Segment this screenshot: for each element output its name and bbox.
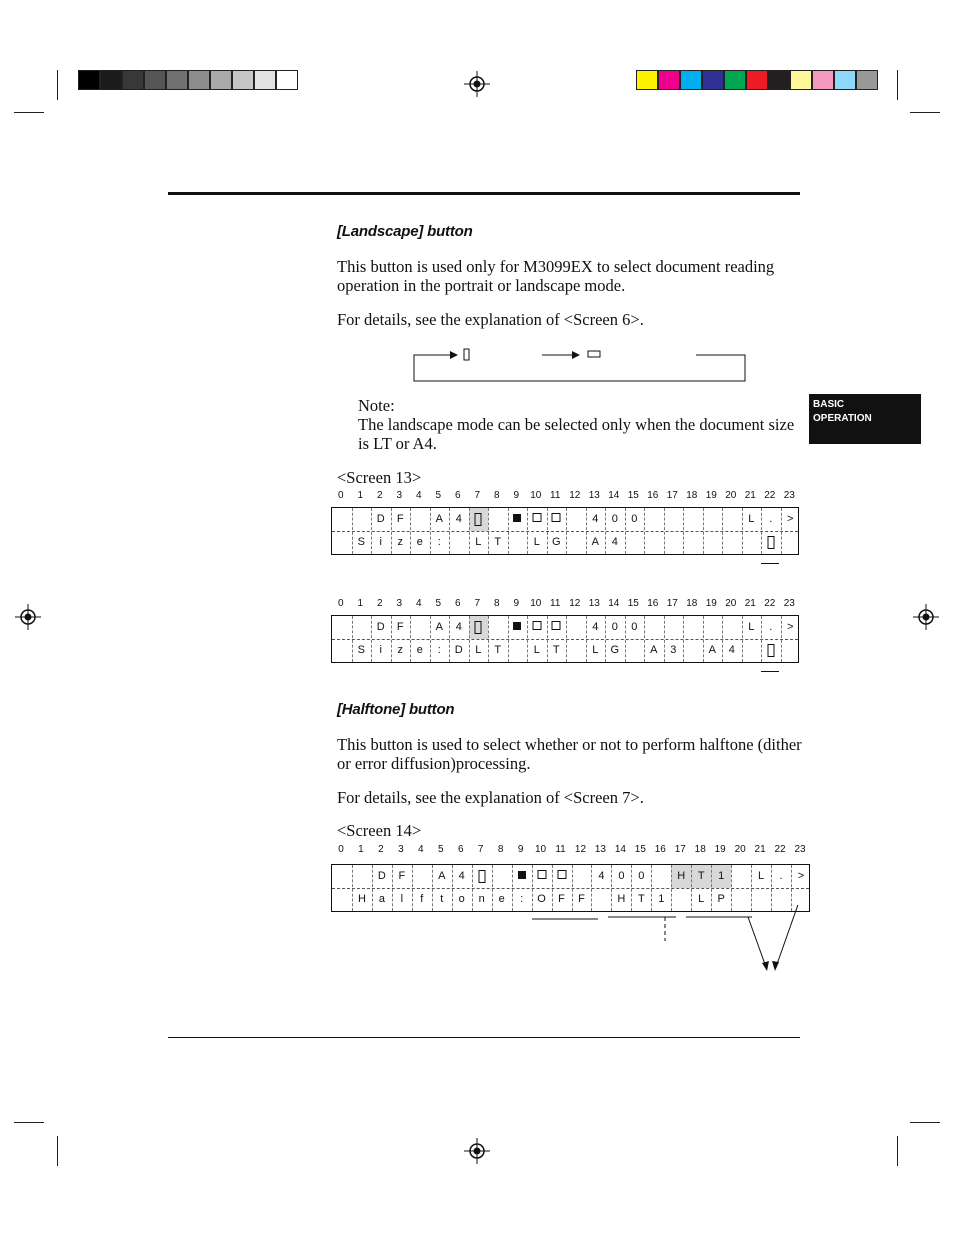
column-number: 3 xyxy=(396,598,403,609)
lcd-character: 1 xyxy=(718,870,725,882)
halftone-details-ref: For details, see the explanation of <Screen 7>. xyxy=(337,788,644,807)
column-number: 4 xyxy=(415,598,422,609)
column-number: 16 xyxy=(647,490,659,501)
lcd-character: L xyxy=(533,536,540,548)
note-label: Note: xyxy=(358,396,395,415)
lcd-character: A xyxy=(650,644,658,656)
lcd-character: T xyxy=(552,644,560,656)
column-number: 7 xyxy=(474,490,481,501)
lcd-character: F xyxy=(558,893,565,905)
lcd-character: 0 xyxy=(638,870,645,882)
halftone-heading: [Halftone] button xyxy=(337,701,455,718)
halftone-description: This button is used to select whether or not to perform halftone (dither or error diffusion)processing. xyxy=(337,735,802,773)
lcd-character: A xyxy=(708,644,716,656)
calibration-swatch xyxy=(210,70,232,90)
column-number: 14 xyxy=(608,598,620,609)
column-number: 15 xyxy=(627,598,639,609)
calibration-swatch xyxy=(834,70,856,90)
lcd-character: H xyxy=(357,893,366,905)
column-number: 0 xyxy=(338,844,344,855)
lcd-character: z xyxy=(397,536,403,548)
column-number: 18 xyxy=(694,844,706,855)
calibration-swatch xyxy=(746,70,768,90)
calibration-swatch xyxy=(636,70,658,90)
lcd-character: z xyxy=(397,644,403,656)
column-number: 9 xyxy=(513,598,520,609)
column-number: 21 xyxy=(754,844,766,855)
lcd-character: T xyxy=(494,644,502,656)
lcd-character: D xyxy=(454,644,463,656)
calibration-swatch xyxy=(144,70,166,90)
orientation-cycle-diagram xyxy=(410,344,750,384)
cursor-icon xyxy=(767,536,774,549)
landscape-heading: [Landscape] button xyxy=(337,223,473,240)
lcd-character: : xyxy=(437,536,441,548)
column-number: 19 xyxy=(705,598,717,609)
column-number: 15 xyxy=(627,490,639,501)
lcd-character: F xyxy=(396,513,404,525)
column-number: 22 xyxy=(764,598,776,609)
lcd-character: i xyxy=(379,536,382,548)
column-number: 19 xyxy=(714,844,726,855)
lcd-character: 0 xyxy=(618,870,625,882)
lcd-character: P xyxy=(717,893,725,905)
column-number: 5 xyxy=(435,598,442,609)
footer-rule xyxy=(168,1037,800,1038)
screen14-label: <Screen 14> xyxy=(337,821,422,840)
column-number: 8 xyxy=(493,598,500,609)
column-number: 3 xyxy=(398,844,404,855)
column-number: 13 xyxy=(588,490,600,501)
lcd-character: e xyxy=(416,644,423,656)
lcd-character: T xyxy=(494,536,502,548)
lcd-character: T xyxy=(637,893,645,905)
calibration-swatch xyxy=(276,70,298,90)
calibration-swatch xyxy=(122,70,144,90)
lcd-character: 4 xyxy=(455,513,462,525)
column-number: 22 xyxy=(774,844,786,855)
lcd-character: 4 xyxy=(592,513,599,525)
cursor-icon xyxy=(767,644,774,657)
column-number: 9 xyxy=(517,844,524,855)
column-number: 0 xyxy=(337,490,344,501)
lcd-character: 1 xyxy=(658,893,665,905)
lcd-character: > xyxy=(787,513,794,525)
lcd-character: A xyxy=(591,536,599,548)
column-number: 21 xyxy=(744,598,756,609)
empty-square-icon xyxy=(537,870,546,882)
empty-square-icon xyxy=(557,870,566,882)
column-number: 13 xyxy=(588,598,600,609)
lcd-character: L xyxy=(475,536,482,548)
lcd-character: l xyxy=(400,893,404,905)
calibration-swatch xyxy=(790,70,812,90)
registration-mark-icon xyxy=(913,604,939,630)
lcd-grid xyxy=(331,507,799,555)
column-number: 14 xyxy=(608,490,620,501)
column-number: 10 xyxy=(530,490,542,501)
lcd-character: 4 xyxy=(455,621,462,633)
column-number: 23 xyxy=(783,598,795,609)
lcd-character: 4 xyxy=(728,644,735,656)
column-number: 6 xyxy=(454,598,461,609)
lcd-character: 0 xyxy=(611,513,618,525)
lcd-character: S xyxy=(357,536,365,548)
calibration-swatch xyxy=(768,70,790,90)
screen14-callouts xyxy=(520,905,820,975)
lcd-character: S xyxy=(357,644,365,656)
column-number: 20 xyxy=(734,844,746,855)
lcd-character: 4 xyxy=(598,870,605,882)
lcd-character: i xyxy=(379,644,382,656)
lcd-character: 4 xyxy=(611,536,618,548)
header-rule xyxy=(168,192,800,195)
crop-mark xyxy=(14,1122,44,1123)
calibration-swatch xyxy=(702,70,724,90)
filled-square-icon xyxy=(513,513,521,525)
column-number: 12 xyxy=(569,490,581,501)
lcd-character: 4 xyxy=(458,870,465,882)
lcd-character: . xyxy=(769,621,773,633)
crop-mark xyxy=(910,112,940,113)
empty-square-icon xyxy=(532,513,541,525)
lcd-character: A xyxy=(435,513,443,525)
column-number: 1 xyxy=(358,844,364,855)
crop-mark xyxy=(910,1122,940,1123)
filled-square-icon xyxy=(518,870,526,882)
column-number: 14 xyxy=(614,844,626,855)
column-number: 4 xyxy=(415,490,422,501)
calibration-swatch xyxy=(254,70,276,90)
lcd-character: T xyxy=(697,870,705,882)
section-tab xyxy=(809,394,921,444)
note-text: The landscape mode can be selected only when the document size is LT or A4. xyxy=(358,415,795,453)
empty-square-icon xyxy=(552,621,561,633)
column-number: 13 xyxy=(594,844,606,855)
column-number: 7 xyxy=(474,598,481,609)
column-number: 20 xyxy=(725,598,737,609)
lcd-character: : xyxy=(520,893,524,905)
lcd-character: 0 xyxy=(611,621,618,633)
lcd-character: 3 xyxy=(670,644,677,656)
column-number: 10 xyxy=(535,844,547,855)
crop-mark xyxy=(57,1136,58,1166)
lcd-character: . xyxy=(769,513,773,525)
lcd-character: L xyxy=(698,893,705,905)
lcd-character: L xyxy=(475,644,482,656)
column-number: 17 xyxy=(674,844,686,855)
lcd-character: 4 xyxy=(592,621,599,633)
calibration-swatch xyxy=(78,70,100,90)
lcd-character: H xyxy=(677,870,686,882)
column-number: 6 xyxy=(454,490,461,501)
column-number: 23 xyxy=(783,490,795,501)
crop-mark xyxy=(57,70,58,100)
column-number: 8 xyxy=(497,844,504,855)
calibration-swatch xyxy=(812,70,834,90)
cursor-underline xyxy=(761,671,779,672)
column-number: 8 xyxy=(493,490,500,501)
lcd-character: f xyxy=(420,893,424,905)
column-number: 18 xyxy=(686,598,698,609)
lcd-character: F xyxy=(396,621,404,633)
lcd-character: > xyxy=(797,870,805,882)
column-number: 17 xyxy=(666,490,678,501)
lcd-character: G xyxy=(551,536,561,548)
calibration-swatch xyxy=(856,70,878,90)
lcd-character: 0 xyxy=(631,513,638,525)
lcd-character: F xyxy=(398,870,406,882)
calibration-swatch xyxy=(658,70,680,90)
lcd-character: L xyxy=(748,513,755,525)
filled-square-icon xyxy=(513,621,521,633)
column-number: 12 xyxy=(569,598,581,609)
lcd-character: A xyxy=(438,870,446,882)
cursor-icon xyxy=(478,870,485,883)
column-number: 11 xyxy=(555,844,566,855)
screen13-label: <Screen 13> xyxy=(337,468,422,487)
lcd-character: L xyxy=(533,644,540,656)
column-number: 11 xyxy=(550,490,561,501)
column-number: 23 xyxy=(794,844,806,855)
lcd-character: e xyxy=(416,536,423,548)
registration-mark-icon xyxy=(464,1138,490,1164)
lcd-character: a xyxy=(378,893,385,905)
calibration-swatch xyxy=(232,70,254,90)
lcd-character: F xyxy=(578,893,585,905)
column-number: 6 xyxy=(457,844,464,855)
crop-mark xyxy=(14,112,44,113)
column-number: 16 xyxy=(654,844,666,855)
cursor-icon xyxy=(475,621,482,634)
column-number: 4 xyxy=(418,844,424,855)
lcd-character: n xyxy=(478,893,485,905)
column-number: 21 xyxy=(744,490,756,501)
column-number: 0 xyxy=(337,598,344,609)
registration-mark-icon xyxy=(15,604,41,630)
lcd-character: t xyxy=(440,893,444,905)
crop-mark xyxy=(897,1136,898,1166)
lcd-character: L xyxy=(592,644,599,656)
column-number: 22 xyxy=(764,490,776,501)
column-number: 11 xyxy=(550,598,561,609)
lcd-character: D xyxy=(376,513,385,525)
column-number: 19 xyxy=(705,490,717,501)
lcd-character: D xyxy=(376,621,385,633)
landscape-description: This button is used only for M3099EX to select document reading operation in the portrait or landscape mode. xyxy=(337,257,775,295)
lcd-character: O xyxy=(537,893,546,905)
cursor-icon xyxy=(475,513,482,526)
column-number: 5 xyxy=(437,844,444,855)
column-number: 7 xyxy=(477,844,484,855)
calibration-swatch xyxy=(680,70,702,90)
section-tab-line2: OPERATION xyxy=(813,413,872,424)
calibration-swatch xyxy=(724,70,746,90)
lcd-character: e xyxy=(498,893,505,905)
lcd-character: L xyxy=(758,870,765,882)
calibration-swatch xyxy=(188,70,210,90)
lcd-character: . xyxy=(779,870,783,882)
empty-square-icon xyxy=(552,513,561,525)
calibration-swatch xyxy=(166,70,188,90)
lcd-character: G xyxy=(610,644,620,656)
calibration-swatch xyxy=(100,70,122,90)
column-number: 20 xyxy=(725,490,737,501)
column-number: 2 xyxy=(376,598,383,609)
crop-mark xyxy=(897,70,898,100)
column-number: 1 xyxy=(357,490,364,501)
empty-square-icon xyxy=(532,621,541,633)
lcd-character: o xyxy=(458,893,465,905)
column-number: 1 xyxy=(357,598,364,609)
column-number: 16 xyxy=(647,598,659,609)
lcd-character: A xyxy=(435,621,443,633)
landscape-details-ref: For details, see the explanation of <Screen 6>. xyxy=(337,310,644,329)
section-tab-line1: BASIC xyxy=(813,399,845,410)
column-number: 2 xyxy=(378,844,384,855)
column-number: 15 xyxy=(634,844,646,855)
column-number: 17 xyxy=(666,598,678,609)
column-number: 3 xyxy=(396,490,403,501)
column-number: 10 xyxy=(530,598,542,609)
lcd-character: 0 xyxy=(631,621,638,633)
lcd-grid xyxy=(331,615,799,663)
cursor-underline xyxy=(761,563,779,564)
lcd-character: D xyxy=(377,870,386,882)
lcd-character: H xyxy=(617,893,626,905)
column-number: 18 xyxy=(686,490,698,501)
column-number: 2 xyxy=(376,490,383,501)
column-number: 5 xyxy=(435,490,442,501)
lcd-character: > xyxy=(787,621,794,633)
column-number: 12 xyxy=(574,844,587,855)
column-number: 9 xyxy=(513,490,520,501)
registration-mark-icon xyxy=(464,71,490,97)
lcd-character: L xyxy=(748,621,755,633)
lcd-character: : xyxy=(437,644,441,656)
